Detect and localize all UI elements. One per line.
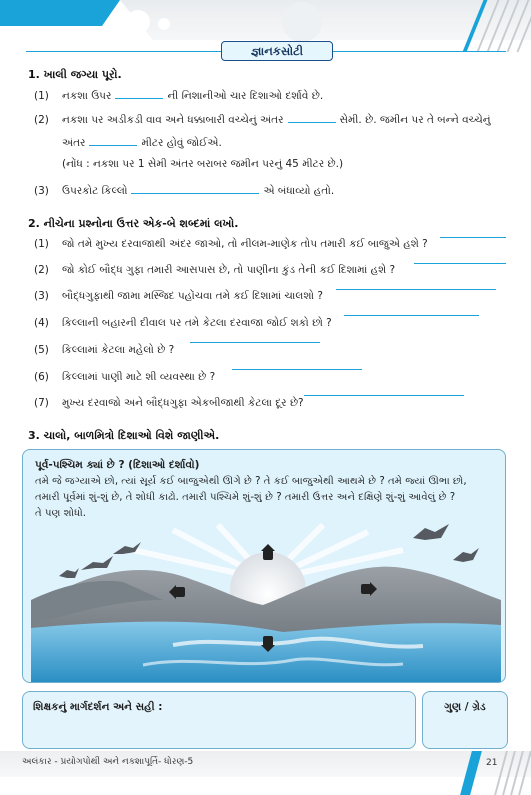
item-number: (3) xyxy=(34,290,49,302)
arrow-up-icon xyxy=(261,544,275,551)
fill-blank-1[interactable] xyxy=(115,89,163,99)
item-text: સેમી. છે. જમીન પર તે બન્ને વચ્ચેનું xyxy=(339,114,491,126)
question-text: જો કોઈ બૌદ્ધ ગુફા તમારી આસપાસ છે, તો પાણીના કુંડ તેની કઈ દિશામાં હશે ? xyxy=(62,264,396,276)
decor-circle xyxy=(282,2,322,42)
item-number: (3) xyxy=(34,185,49,197)
item-text: ઉપરકોટ કિલ્લો xyxy=(62,185,128,197)
item-text: મીટર હોવું જોઈએ. xyxy=(141,137,222,149)
item-text: અંતર xyxy=(62,137,86,149)
fill-item-1 xyxy=(34,89,323,103)
question-text: બૌદ્ધગુફાથી જામા મસ્જિદ પહોંચવા તમે કઈ દિશામાં ચાલશો ? xyxy=(62,290,323,302)
question-7 xyxy=(34,397,304,410)
activity-line: તમારી પૂર્વમાં શું-શું છે, તે શોધી કાઢો. તમારી પશ્ચિમે શું-શું છે ? તમારી ઉત્તર અને દક્ષિણે શું-શું આવેલું છે ? xyxy=(35,492,456,503)
book-title: અલંકાર - પ્રયોગપોથી અને નકશાપૂર્તિ- ધોરણ-5 xyxy=(22,757,194,767)
page-footer xyxy=(0,751,531,795)
question-2 xyxy=(34,264,395,277)
answer-line-2[interactable] xyxy=(414,262,506,264)
grade-box[interactable] xyxy=(422,691,508,749)
teacher-signature-box[interactable] xyxy=(22,691,416,749)
grade-label: ગુણ / ગ્રેડ xyxy=(444,701,486,713)
activity-title: પૂર્વ-પશ્ચિમ ક્યાં છે ? (દિશાઓ દર્શાવો) xyxy=(35,459,200,471)
question-6 xyxy=(34,371,215,384)
section1-heading: 1. ખાલી જગ્યા પૂરો. xyxy=(28,68,122,81)
activity-line: તે પણ શોધો. xyxy=(35,508,87,519)
fill-blank-3[interactable] xyxy=(89,136,137,146)
river xyxy=(31,622,501,682)
page-title: જ્ઞાનકસોટી xyxy=(221,41,333,61)
header-blue-band xyxy=(0,0,120,26)
page-number: 21 xyxy=(486,758,498,768)
answer-line-3[interactable] xyxy=(336,288,496,290)
fill-item-3 xyxy=(34,184,334,198)
footer-stripes xyxy=(496,751,531,795)
section2-heading: 2. નીચેના પ્રશ્નોના ઉત્તર એક-બે શબ્દમાં લખો. xyxy=(28,217,239,230)
item-number: (2) xyxy=(34,114,49,126)
answer-line-7[interactable] xyxy=(304,394,464,396)
question-5 xyxy=(34,344,174,357)
fill-item-2-cont xyxy=(34,136,222,150)
answer-line-4[interactable] xyxy=(344,314,479,316)
activity-text xyxy=(35,474,500,522)
question-text: કિલ્લાની બહારની દીવાલ પર તમે કેટલા દરવાજા જોઈ શકો છો ? xyxy=(62,317,332,329)
item-number: (2) xyxy=(34,264,49,276)
item-text: એ બંધાવ્યો હતો. xyxy=(263,185,335,197)
item-number: (7) xyxy=(34,397,49,409)
question-1 xyxy=(34,238,428,251)
note-text: (નોંધ : નકશા પર 1 સેમી અંતર બરાબર જમીન પરનું 45 મીટર છે.) xyxy=(62,158,344,170)
item-number: (4) xyxy=(34,317,49,329)
fill-note xyxy=(34,158,343,171)
decor-circle xyxy=(158,18,170,30)
question-text: જો તમે મુખ્ય દરવાજાથી અંદર જાઓ, તો નીલમ-માણેક તોપ તમારી કઈ બાજુએ હશે ? xyxy=(62,238,428,250)
answer-line-1[interactable] xyxy=(440,236,506,238)
fill-blank-4[interactable] xyxy=(131,184,259,194)
item-number: (6) xyxy=(34,371,49,383)
question-text: મુખ્ય દરવાજો અને બૌદ્ધગુફા એકબીજાથી કેટલા દૂર છે? xyxy=(62,397,304,409)
directions-activity-panel xyxy=(22,449,506,683)
fill-blank-2[interactable] xyxy=(288,113,336,123)
item-number: (1) xyxy=(34,90,49,102)
fill-item-2 xyxy=(34,113,491,127)
teacher-signature-label: શિક્ષકનું માર્ગદર્શન અને સહી : xyxy=(33,701,163,713)
section3-heading: 3. ચાલો, બાળમિત્રો દિશાઓ વિશે જાણીએ. xyxy=(28,429,220,442)
item-number: (1) xyxy=(34,238,49,250)
item-text: નકશા ઉપર xyxy=(62,90,112,102)
item-text: ની નિશાનીઓ ચાર દિશાઓ દર્શાવે છે. xyxy=(167,90,324,102)
section-title-bar xyxy=(26,41,506,61)
activity-line: તમે જે જગ્યાએ છો, ત્યાં સૂર્ય કઈ બાજુએથી ઊગે છે ? તે કઈ બાજુએથી આથમે છે ? તમે જ્યાં ઊભા છો, xyxy=(35,476,467,487)
question-4 xyxy=(34,317,332,330)
item-text: નકશા પર અડીકડી વાવ અને ધક્કાબારી વચ્ચેનું અંતર xyxy=(62,114,284,126)
decor-circle xyxy=(126,10,150,34)
answer-line-6[interactable] xyxy=(232,368,362,370)
question-text: કિલ્લામાં પાણી માટે શી વ્યવસ્થા છે ? xyxy=(62,371,216,383)
question-text: કિલ્લામાં કેટલા મહેલો છે ? xyxy=(62,344,175,356)
item-number: (5) xyxy=(34,344,49,356)
question-3 xyxy=(34,290,323,303)
answer-line-5[interactable] xyxy=(190,341,320,343)
